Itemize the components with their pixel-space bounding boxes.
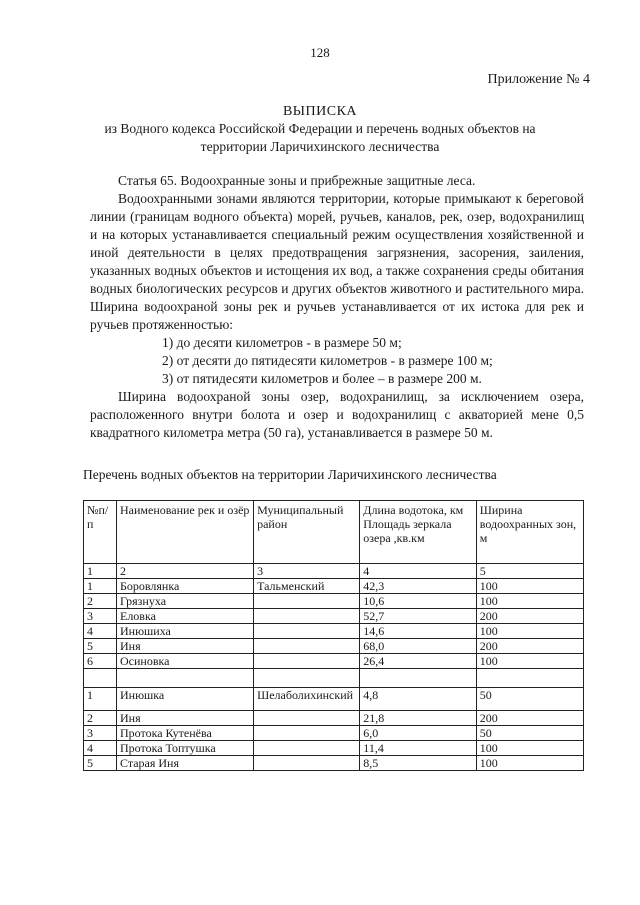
document-title: ВЫПИСКА [282, 104, 358, 119]
table-cell: 1 [84, 579, 117, 594]
table-caption: Перечень водных объектов на территории Ларичихинского лесничества [83, 467, 497, 482]
table-cell: 100 [476, 594, 583, 609]
table-cell [254, 594, 360, 609]
table-row [84, 624, 584, 639]
table-row [84, 711, 584, 726]
table-cell [254, 639, 360, 654]
table-cell: 14,6 [360, 624, 476, 639]
table-cell: 100 [476, 756, 583, 771]
table-cell: Старая Иня [116, 756, 253, 771]
group-shelabolikhinsky [84, 688, 584, 771]
table-cell: 5 [84, 756, 117, 771]
table-row [84, 594, 584, 609]
table-cell: 100 [476, 741, 583, 756]
article-heading: Статья 65. Водоохранные зоны и прибрежные защитные леса. [118, 173, 476, 188]
table-cell: Инюшка [116, 688, 253, 711]
appendix-label: Приложение № 4 [487, 72, 590, 87]
table-cell: 6,0 [360, 726, 476, 741]
table-cell [254, 654, 360, 669]
table-cell: 4 [84, 624, 117, 639]
table-cell: 200 [476, 711, 583, 726]
list-item: 3) от пятидесяти километров и более – в размере 200 м. [162, 371, 482, 386]
paragraph-water-protection-zones: Водоохранными зонами являются территории, которые примыкают к береговой линии (границам водного объекта) морей, ручьев, каналов, рек, озер, водохранилищ и на которых устанавливается специальный режим осуществления хозяйственной и иной деятельности в целях предотвращения загрязнения, засорения, заиления, указанных водных объектов и истощения их вод, а также сохранения среды обитания водных биологических ресурсов и других объектов животного и растительного мира. Ширина водоохраной зоны рек и ручьев устанавливается от их истока для рек и ручьев протяженностью: [90, 191, 584, 332]
table-cell: 2 [116, 564, 253, 579]
document-subtitle: из Водного кодекса Российской Федерации и перечень водных объектов на территории Ларичихинского лесничества [104, 121, 536, 154]
table-cell: 68,0 [360, 639, 476, 654]
table-row [84, 756, 584, 771]
table-cell: Боровлянка [116, 579, 253, 594]
table-cell: 10,6 [360, 594, 476, 609]
table-row [84, 654, 584, 669]
table-row [84, 688, 584, 711]
table-row [84, 579, 584, 594]
table-row [84, 609, 584, 624]
table-cell: Иня [116, 711, 253, 726]
table-cell: 1 [84, 564, 117, 579]
table-cell: Иня [116, 639, 253, 654]
table-cell: 100 [476, 624, 583, 639]
column-numbers-row [84, 564, 584, 579]
body-text [90, 172, 584, 442]
table-cell: 200 [476, 609, 583, 624]
group-talmensky [84, 579, 584, 669]
table-cell: Шелаболихинский [254, 688, 360, 711]
water-objects-table [83, 500, 584, 771]
table-cell: Осиновка [116, 654, 253, 669]
table-cell [254, 609, 360, 624]
table-cell: 4 [84, 741, 117, 756]
table-cell: 200 [476, 639, 583, 654]
table-cell: Грязнуха [116, 594, 253, 609]
table-cell: 50 [476, 726, 583, 741]
table-cell: 50 [476, 688, 583, 711]
table-cell: 42,3 [360, 579, 476, 594]
table-cell: 3 [84, 726, 117, 741]
table-cell: Протока Кутенёва [116, 726, 253, 741]
table-cell: 3 [84, 609, 117, 624]
table-row [84, 741, 584, 756]
table-cell: 3 [254, 564, 360, 579]
paragraph-lakes-zone-width: Ширина водоохраной зоны озер, водохранилищ, за исключением озера, расположенного внутри болота и озер и водохранилищ с акваторией мене 0,5 квадратного километра метра (50 га), устанавливается в размере 50 м. [90, 389, 584, 440]
table-cell [254, 711, 360, 726]
list-item: 2) от десяти до пятидесяти километров - в размере 100 м; [162, 353, 493, 368]
table-cell: 6 [84, 654, 117, 669]
table-cell: Еловка [116, 609, 253, 624]
table-cell: 4 [360, 564, 476, 579]
group-spacer-row [84, 669, 584, 688]
table-cell: 100 [476, 654, 583, 669]
table-cell: Инюшиха [116, 624, 253, 639]
table-cell: 52,7 [360, 609, 476, 624]
table-cell: 100 [476, 579, 583, 594]
header-zone-width: Ширина водоохранных зон, м [476, 501, 583, 564]
table-cell [254, 726, 360, 741]
table-cell: 1 [84, 688, 117, 711]
table-cell: 2 [84, 711, 117, 726]
table-row [84, 726, 584, 741]
table-cell: 2 [84, 594, 117, 609]
table-cell: 21,8 [360, 711, 476, 726]
table-cell: 26,4 [360, 654, 476, 669]
table-cell: Протока Топтушка [116, 741, 253, 756]
table-cell [254, 624, 360, 639]
page-number: 128 [310, 45, 330, 60]
table-row [84, 639, 584, 654]
table-cell: 8,5 [360, 756, 476, 771]
table-cell: Тальменский [254, 579, 360, 594]
table-cell: 5 [84, 639, 117, 654]
table-cell: 4,8 [360, 688, 476, 711]
header-number: №п/п [84, 501, 117, 564]
table-cell: 11,4 [360, 741, 476, 756]
table-cell [254, 741, 360, 756]
header-district: Муниципальный район [254, 501, 360, 564]
list-item: 1) до десяти километров - в размере 50 м; [162, 335, 402, 350]
table-cell: 5 [476, 564, 583, 579]
header-name: Наименование рек и озёр [116, 501, 253, 564]
table-header-row [84, 501, 584, 564]
table-cell [254, 756, 360, 771]
header-length-area: Длина водотока, км Площадь зеркала озера ,кв.км [360, 501, 476, 564]
